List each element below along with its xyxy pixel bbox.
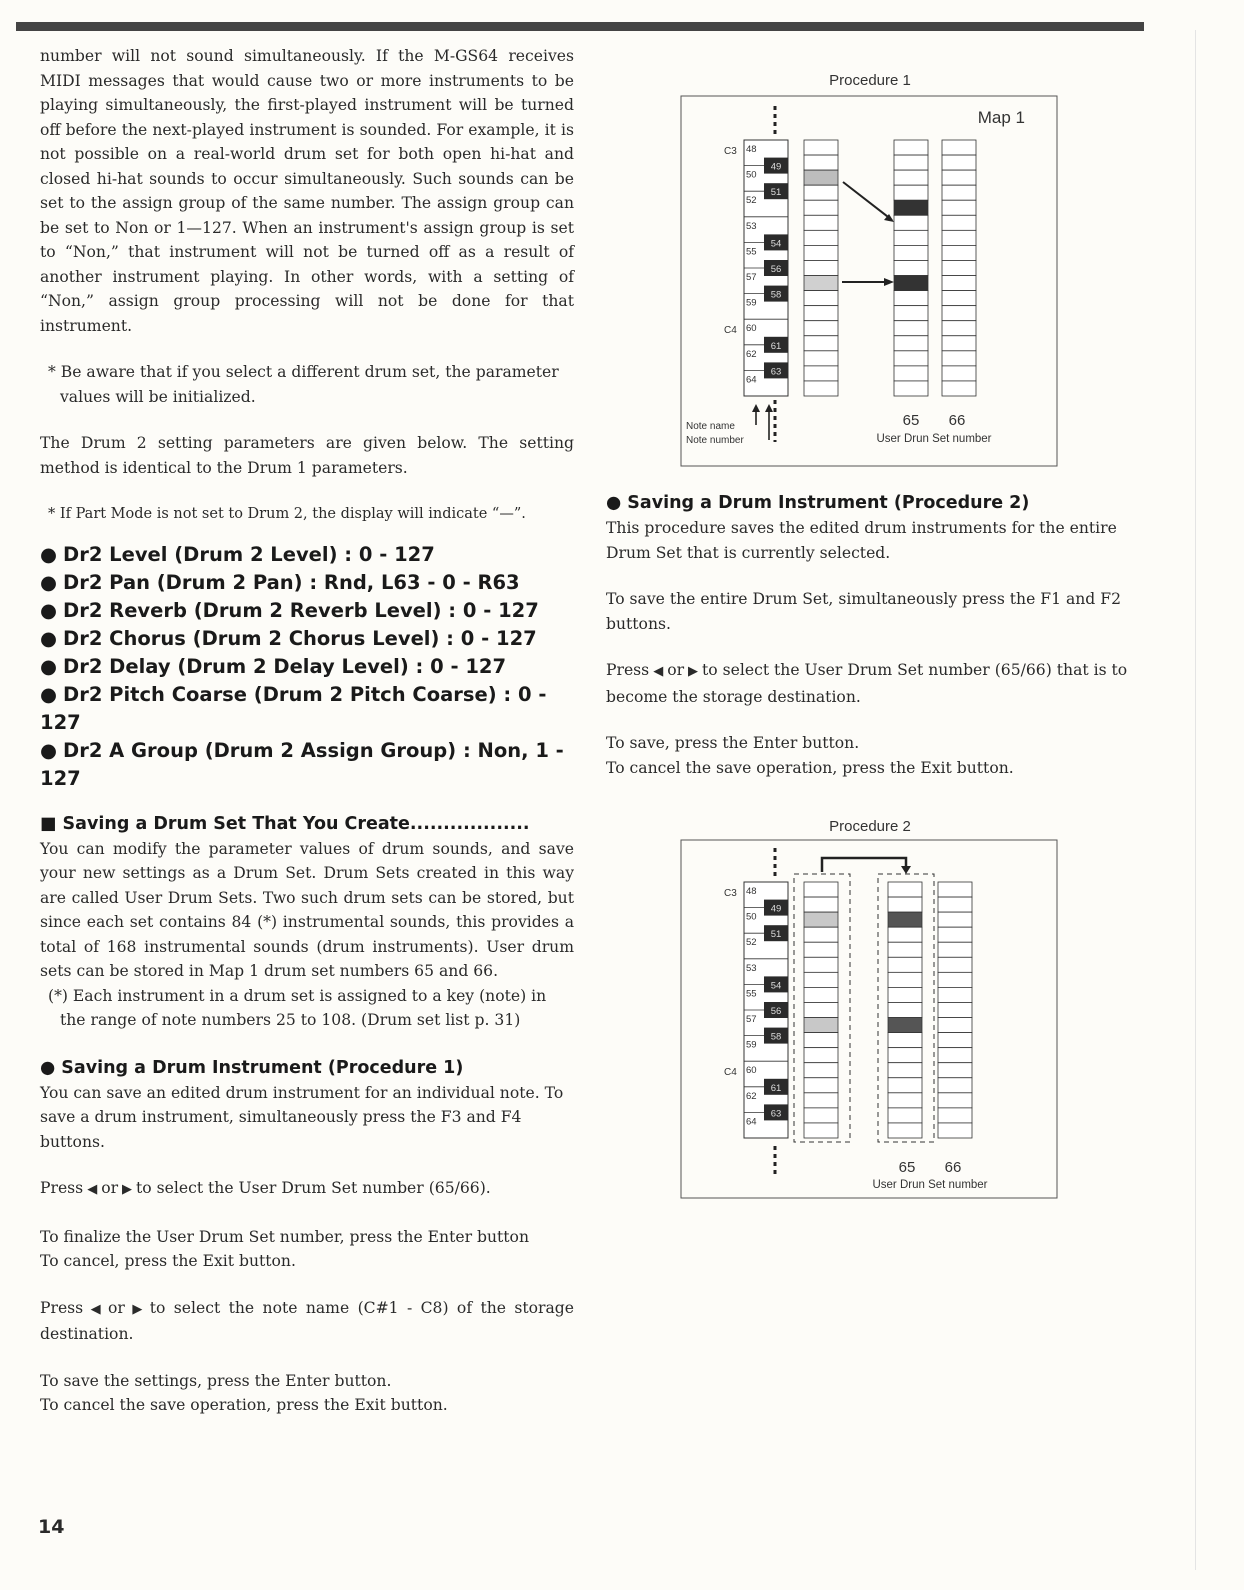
left-arrow-icon: ◀ <box>87 1182 98 1197</box>
drum-slot <box>888 1063 922 1078</box>
drum-slot <box>888 1078 922 1093</box>
drum-slot <box>804 927 838 942</box>
press-text: Press <box>606 661 650 679</box>
black-key-label: 61 <box>770 1082 782 1094</box>
bullet-icon: ● <box>606 493 622 513</box>
drum-slot <box>894 336 928 351</box>
black-key-label: 56 <box>770 1006 782 1017</box>
drum-slot <box>804 245 838 260</box>
proc1-intro: You can save an edited drum instrument for an individual note. To save a drum instrument, simultaneously press the F3 and F4 buttons. <box>40 1083 564 1151</box>
drum-slot <box>804 1033 838 1048</box>
copy-bracket-arrow <box>822 858 906 872</box>
drum-slot <box>942 170 976 185</box>
param-text: Dr2 Pan (Drum 2 Pan) : Rnd, L63 - 0 - R63 <box>63 570 520 594</box>
figure-frame <box>681 840 1057 1198</box>
drum-slot <box>804 260 838 275</box>
proc1-press-step <box>40 1176 574 1203</box>
drum-slot <box>888 942 922 957</box>
param-text: Dr2 Reverb (Drum 2 Reverb Level) : 0 - 127 <box>63 598 539 622</box>
drum-slot <box>942 140 976 155</box>
drum-slot <box>804 1078 838 1093</box>
c3-label: C3 <box>724 888 737 899</box>
down-arrow-icon <box>901 866 911 874</box>
c3-label: C3 <box>724 146 737 157</box>
proc1-heading <box>40 1055 574 1081</box>
drum-slot <box>942 155 976 170</box>
drum-slot <box>938 1018 972 1033</box>
black-key-label: 58 <box>770 1031 782 1043</box>
white-key-label: 52 <box>746 195 757 207</box>
set-65-label: 65 <box>898 1159 916 1176</box>
drum-slot <box>938 1123 972 1138</box>
white-key-label: 52 <box>746 937 757 949</box>
drum-slot <box>942 200 976 215</box>
white-key-label: 64 <box>746 374 757 386</box>
drum-slot <box>894 306 928 321</box>
drum-slot <box>804 291 838 306</box>
drum-slot <box>942 306 976 321</box>
drum-slot <box>804 351 838 366</box>
drum-slot <box>888 1018 922 1033</box>
figure-procedure-2 <box>680 816 1060 1204</box>
drum-slot <box>888 972 922 987</box>
drum-slot <box>938 882 972 897</box>
black-key-label: 49 <box>770 903 782 915</box>
drum-slot <box>942 215 976 230</box>
set-caption: User Drun Set number <box>876 433 992 445</box>
figure-procedure-1 <box>680 70 1060 476</box>
drum-slot <box>894 155 928 170</box>
proc1-save: To save the settings, press the Enter button. <box>40 1371 392 1390</box>
figure-1-diagram <box>680 70 1060 476</box>
save-set-body: You can modify the parameter values of drum sounds, and save your new settings as a Drum Set. Drum Sets created in this way are called User Drum Sets. Two such drum sets can be stored, but since each set contains 84 (*) instrumental sounds, this provides a total of 168 instrumental sounds (drum instruments). User drum sets can be stored in Map 1 drum set numbers 65 and 66. <box>40 839 574 980</box>
drum-slot <box>888 1093 922 1108</box>
drum-slot <box>894 351 928 366</box>
bullet-icon: ● <box>40 598 58 622</box>
white-key-label: 59 <box>746 1039 757 1051</box>
drum-slot <box>894 170 928 185</box>
black-key-label: 51 <box>770 187 782 199</box>
note-name-label: Note name <box>686 421 735 432</box>
drum-slot <box>804 170 838 185</box>
press-text: Press <box>40 1298 84 1317</box>
margin-rule <box>1195 30 1196 1570</box>
map-label: Map 1 <box>977 108 1025 127</box>
or-text: or <box>667 661 685 679</box>
white-key-label: 55 <box>746 246 757 258</box>
white-key-label: 50 <box>746 169 757 181</box>
drum-slot <box>894 230 928 245</box>
white-key-label: 62 <box>746 348 757 360</box>
drum-slot <box>804 942 838 957</box>
param-item <box>40 653 574 681</box>
bullet-icon: ● <box>40 654 58 678</box>
drum-slot <box>804 200 838 215</box>
drum-slot <box>938 1063 972 1078</box>
drum-slot <box>942 185 976 200</box>
drum-slot <box>894 276 928 291</box>
or-text: or <box>108 1298 125 1317</box>
save-set-heading-text: Saving a Drum Set That You Create.................. <box>62 813 530 834</box>
set-caption: User Drun Set number <box>872 1179 988 1191</box>
right-arrow-icon: ▶ <box>122 1182 133 1197</box>
drum-slot <box>938 1033 972 1048</box>
drum-slot <box>804 882 838 897</box>
proc2-cancel: To cancel the save operation, press the Exit button. <box>606 758 1014 777</box>
param-item <box>40 737 574 793</box>
drum-slot <box>804 155 838 170</box>
drum-slot <box>938 1048 972 1063</box>
black-key-label: 56 <box>770 264 782 275</box>
drum-slot <box>894 140 928 155</box>
white-key-label: 48 <box>746 144 757 155</box>
proc1-press-step-2 <box>40 1296 574 1347</box>
param-item <box>40 625 574 653</box>
drum-slot <box>804 185 838 200</box>
set-66-label: 66 <box>944 1159 962 1176</box>
proc1-save-cancel: To cancel the save operation, press the Exit button. <box>40 1396 448 1414</box>
param-list <box>40 541 574 793</box>
drum-slot <box>938 1002 972 1017</box>
drum-slot <box>942 336 976 351</box>
drum-slot <box>804 336 838 351</box>
white-key-label: 60 <box>746 323 757 335</box>
drum-slot <box>938 912 972 927</box>
drum-slot <box>804 957 838 972</box>
white-key-label: 53 <box>746 220 757 232</box>
drum-slot <box>894 321 928 336</box>
drum-slot <box>938 1078 972 1093</box>
drum-slot <box>804 306 838 321</box>
drum-slot <box>804 1108 838 1123</box>
proc2-intro: This procedure saves the edited drum instruments for the entire Drum Set that is currently selected. <box>606 519 1117 562</box>
drum-slot <box>888 987 922 1002</box>
black-key-label: 51 <box>770 929 782 941</box>
proc2-heading <box>606 490 1144 516</box>
drum-slot <box>804 912 838 927</box>
black-key-label: 63 <box>770 366 782 378</box>
or-text: or <box>101 1179 119 1197</box>
drum-slot <box>938 972 972 987</box>
black-key-label: 54 <box>770 238 782 250</box>
drum-slot <box>938 942 972 957</box>
white-key-label: 59 <box>746 297 757 309</box>
save-set-heading <box>40 811 574 837</box>
white-key-label: 57 <box>746 272 757 283</box>
drum-slot <box>888 1048 922 1063</box>
black-key-label: 54 <box>770 980 782 992</box>
drum-slot <box>894 245 928 260</box>
c4-label: C4 <box>724 1067 737 1078</box>
drum2-intro: The Drum 2 setting parameters are given below. The setting method is identical to the Drum 1 parameters. <box>40 434 574 477</box>
drum-slot <box>804 276 838 291</box>
press-step-text: to select the User Drum Set number (65/66) that is to become the storage destination. <box>606 661 1128 706</box>
set-66-label: 66 <box>948 412 966 429</box>
intro-paragraph: number will not sound simultaneously. If the M-GS64 receives MIDI messages that would cause two or more instruments to be playing simultaneously, the first-played instrument will be turned off before the next-played instrument is sounded. For example, it is not possible on a real-world drum set for both open hi-hat and closed hi-hat sounds to occur simultaneously. Such sounds can be set to the assign group of the same number. The assign group can be set to Non or 1—127. When an instrument's assign group is set to “Non,” that instrument will not be turned off as a result of another instrument playing. In other words, with a setting of “Non,” assign group processing will not be done for that instrument. <box>40 47 574 335</box>
drum-slot <box>804 366 838 381</box>
keyboard <box>724 140 788 396</box>
bullet-icon: ● <box>40 738 58 762</box>
proc1-finalize: To finalize the User Drum Set number, press the Enter button <box>40 1227 529 1246</box>
drum-slot <box>804 1123 838 1138</box>
figure-title: Procedure 2 <box>829 818 911 835</box>
black-key-label: 63 <box>770 1108 782 1120</box>
save-set-footnote: (*) Each instrument in a drum set is assigned to a key (note) in the range of note numbers 25 to 108. (Drum set list p. 31) <box>48 986 547 1029</box>
drum-slot <box>894 381 928 396</box>
note-number-label: Note number <box>686 435 744 446</box>
drum-slot <box>942 321 976 336</box>
drum-slot <box>894 185 928 200</box>
drum-slot <box>888 1108 922 1123</box>
diagonal-arrow-line <box>843 182 892 220</box>
param-text: Dr2 A Group (Drum 2 Assign Group) : Non, 1 - 127 <box>40 738 564 790</box>
param-text: Dr2 Pitch Coarse (Drum 2 Pitch Coarse) : 0 - 127 <box>40 682 547 734</box>
c4-label: C4 <box>724 325 737 336</box>
page-number: 14 <box>38 1516 65 1538</box>
drum-slot <box>894 215 928 230</box>
drum-slot <box>804 140 838 155</box>
drum-slot <box>804 1063 838 1078</box>
drum-set-columns <box>804 140 976 396</box>
drum-slot <box>888 1002 922 1017</box>
top-rule <box>16 22 1144 31</box>
figure-title: Procedure 1 <box>829 72 911 89</box>
arrow-head-icon <box>884 278 894 286</box>
drum-slot <box>938 897 972 912</box>
proc2-save: To save, press the Enter button. <box>606 734 860 752</box>
drum-slot <box>942 366 976 381</box>
drum-set-columns <box>804 882 972 1138</box>
drum-slot <box>938 1093 972 1108</box>
square-bullet-icon: ■ <box>40 813 57 834</box>
press-step-text: to select the note name (C#1 - C8) of the storage destination. <box>40 1298 575 1343</box>
drum-slot <box>942 230 976 245</box>
black-key-label: 61 <box>770 340 782 352</box>
drum-slot <box>804 972 838 987</box>
drum-slot <box>894 291 928 306</box>
drum-slot <box>888 912 922 927</box>
note-drum-set: * Be aware that if you select a different drum set, the parameter values will be initialized. <box>48 363 559 406</box>
drum-slot <box>804 1002 838 1017</box>
drum-slot <box>888 1123 922 1138</box>
param-item <box>40 597 574 625</box>
drum-slot <box>894 260 928 275</box>
param-text: Dr2 Delay (Drum 2 Delay Level) : 0 - 127 <box>63 654 507 678</box>
bullet-icon: ● <box>40 542 58 566</box>
drum-slot <box>938 1108 972 1123</box>
drum-slot <box>804 215 838 230</box>
press-text: Press <box>40 1179 84 1197</box>
bullet-icon: ● <box>40 626 58 650</box>
drum-slot <box>894 200 928 215</box>
drum-slot <box>942 260 976 275</box>
drum-slot <box>938 987 972 1002</box>
black-key-label: 49 <box>770 161 782 173</box>
drum-slot <box>804 897 838 912</box>
up-arrow-icon <box>765 404 773 412</box>
set-65-label: 65 <box>902 412 920 429</box>
bullet-icon: ● <box>40 1057 56 1078</box>
left-arrow-icon: ◀ <box>87 1301 105 1317</box>
drum-slot <box>888 927 922 942</box>
note-part-mode: * If Part Mode is not set to Drum 2, the display will indicate “—”. <box>48 506 526 522</box>
keyboard <box>724 882 788 1138</box>
left-column <box>40 44 574 1418</box>
figure-2-diagram <box>680 816 1060 1204</box>
drum-slot <box>938 927 972 942</box>
drum-slot <box>888 1033 922 1048</box>
drum-slot <box>888 897 922 912</box>
bullet-icon: ● <box>40 682 58 706</box>
press-step-text: to select the User Drum Set number (65/66). <box>136 1179 491 1197</box>
param-item <box>40 681 574 737</box>
param-text: Dr2 Level (Drum 2 Level) : 0 - 127 <box>63 542 435 566</box>
white-key-label: 64 <box>746 1116 757 1128</box>
drum-slot <box>942 381 976 396</box>
drum-slot <box>894 366 928 381</box>
proc2-heading-text: Saving a Drum Instrument (Procedure 2) <box>627 493 1030 513</box>
up-arrow-icon <box>752 404 760 412</box>
drum-slot <box>942 291 976 306</box>
proc1-cancel: To cancel, press the Exit button. <box>40 1252 296 1270</box>
param-item <box>40 569 574 597</box>
white-key-label: 55 <box>746 988 757 1000</box>
param-item <box>40 541 574 569</box>
white-key-label: 62 <box>746 1090 757 1102</box>
drum-slot <box>804 321 838 336</box>
left-arrow-icon: ◀ <box>653 664 664 679</box>
drum-slot <box>942 245 976 260</box>
proc1-heading-text: Saving a Drum Instrument (Procedure 1) <box>61 1057 464 1078</box>
right-column <box>606 490 1144 780</box>
drum-slot <box>804 230 838 245</box>
black-key-label: 58 <box>770 289 782 301</box>
proc2-press-step <box>606 658 1144 709</box>
proc2-save-set: To save the entire Drum Set, simultaneously press the F1 and F2 buttons. <box>606 590 1121 633</box>
drum-slot <box>804 381 838 396</box>
bullet-icon: ● <box>40 570 58 594</box>
drum-slot <box>804 1093 838 1108</box>
drum-slot <box>888 882 922 897</box>
drum-slot <box>938 957 972 972</box>
drum-slot <box>804 1048 838 1063</box>
drum-slot <box>804 987 838 1002</box>
param-text: Dr2 Chorus (Drum 2 Chorus Level) : 0 - 127 <box>63 626 537 650</box>
white-key-label: 50 <box>746 911 757 923</box>
white-key-label: 48 <box>746 886 757 897</box>
right-arrow-icon: ▶ <box>688 664 699 679</box>
drum-slot <box>942 351 976 366</box>
drum-slot <box>804 1018 838 1033</box>
drum-slot <box>942 276 976 291</box>
right-arrow-icon: ▶ <box>128 1301 146 1317</box>
white-key-label: 60 <box>746 1065 757 1077</box>
white-key-label: 53 <box>746 962 757 974</box>
drum-slot <box>888 957 922 972</box>
white-key-label: 57 <box>746 1014 757 1025</box>
